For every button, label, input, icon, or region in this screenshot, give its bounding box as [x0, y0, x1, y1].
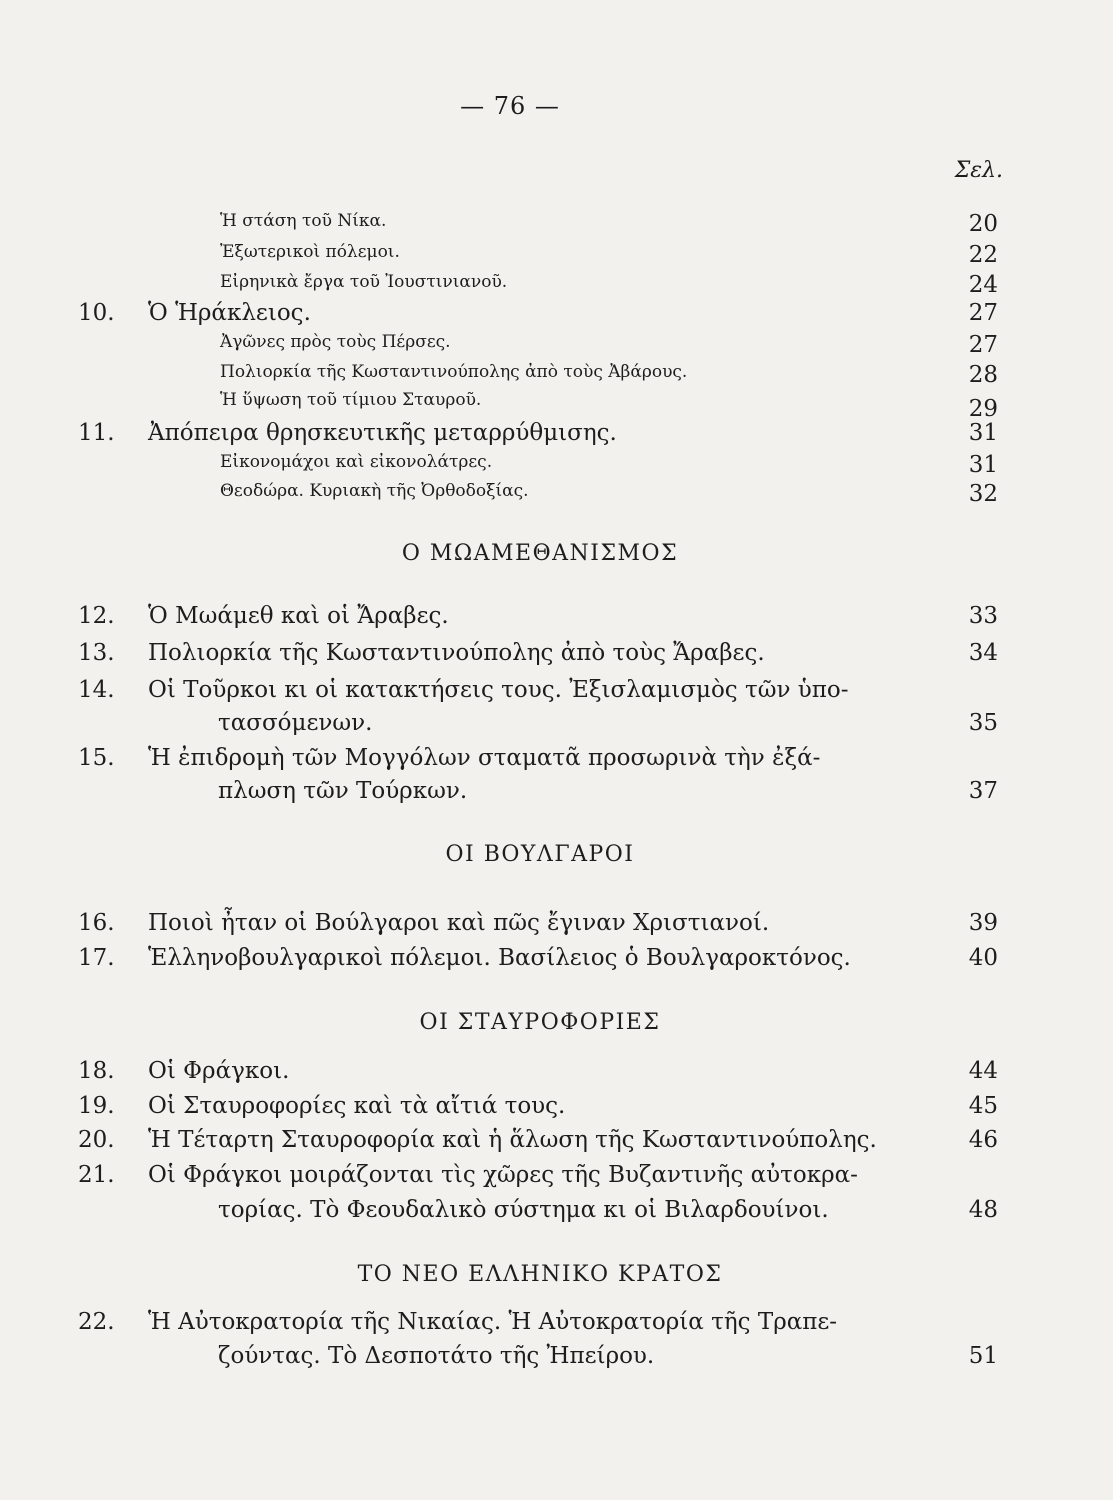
- toc-entry-number: 22.: [78, 1309, 115, 1335]
- toc-entry-number: 14.: [78, 677, 115, 703]
- section-heading: ΟΙ ΣΤΑΥΡΟΦΟΡΙΕΣ: [419, 1010, 661, 1035]
- toc-entry-page: 32: [968, 481, 998, 507]
- section-heading: ΟΙ ΒΟΥΛΓΑΡΟΙ: [445, 842, 635, 867]
- toc-entry-page: 46: [968, 1127, 998, 1153]
- toc-entry-title: Ἡ ὕψωση τοῦ τίμιου Σταυροῦ.: [220, 390, 482, 410]
- toc-entry-page: 44: [968, 1058, 998, 1084]
- toc-entry-title: Πολιορκία τῆς Κωσταντινούπολης ἀπὸ τοὺς Ἄραβες.: [148, 640, 765, 666]
- toc-entry-title: Οἱ Φράγκοι μοιράζονται τὶς χῶρες τῆς Βυζαντινῆς αὐτοκρα-: [148, 1162, 858, 1188]
- toc-entry-title: Ὁ Ἡράκλειος.: [148, 300, 311, 326]
- toc-entry-number: 13.: [78, 640, 115, 666]
- toc-entry-number: 10.: [78, 300, 115, 326]
- toc-entry-title: Εἰκονομάχοι καὶ εἰκονολάτρες.: [220, 452, 493, 472]
- toc-entry-title-continued: τασσόμενων.: [218, 710, 373, 736]
- toc-entry-page: 40: [968, 945, 998, 971]
- toc-entry-title: Ἑλληνοβουλγαρικοὶ πόλεμοι. Βασίλειος ὁ Βουλγαροκτόνος.: [148, 945, 851, 971]
- section-heading: ΤΟ ΝΕΟ ΕΛΛΗΝΙΚΟ ΚΡΑΤΟΣ: [357, 1262, 723, 1287]
- toc-entry-title-continued: πλωση τῶν Τούρκων.: [218, 778, 468, 804]
- toc-entry-page: 31: [968, 420, 998, 446]
- toc-entry-title: Οἱ Τοῦρκοι κι οἱ κατακτήσεις τους. Ἐξισλαμισμὸς τῶν ὑπο-: [148, 677, 849, 703]
- toc-entry-number: 21.: [78, 1162, 115, 1188]
- toc-entry-title: Ἀπόπειρα θρησκευτικῆς μεταρρύθμισης.: [148, 420, 617, 446]
- toc-entry-title: Οἱ Σταυροφορίες καὶ τὰ αἴτιά τους.: [148, 1093, 566, 1119]
- toc-entry-number: 19.: [78, 1093, 115, 1119]
- toc-entry-title: Οἱ Φράγκοι.: [148, 1058, 290, 1084]
- toc-entry-number: 17.: [78, 945, 115, 971]
- toc-entry-title-continued: ζούντας. Τὸ Δεσποτάτο τῆς Ἠπείρου.: [218, 1343, 655, 1369]
- toc-entry-title: Ἀγῶνες πρὸς τοὺς Πέρσες.: [220, 332, 451, 352]
- toc-entry-number: 15.: [78, 745, 115, 771]
- toc-entry-title: Ἡ στάση τοῦ Νίκα.: [220, 211, 387, 231]
- toc-entry-number: 11.: [78, 420, 115, 446]
- toc-entry-page: 20: [968, 211, 998, 237]
- page-column-header: Σελ.: [954, 158, 1003, 183]
- page-number: — 76 —: [460, 92, 560, 120]
- toc-entry-page: 37: [968, 778, 998, 804]
- toc-entry-title: Πολιορκία τῆς Κωσταντινούπολης ἀπὸ τοὺς Ἀβάρους.: [220, 362, 688, 382]
- toc-entry-title: Ἡ Αὐτοκρατορία τῆς Νικαίας. Ἡ Αὐτοκρατορία τῆς Τραπε-: [148, 1309, 838, 1335]
- toc-entry-page: 28: [968, 362, 998, 388]
- toc-entry-page: 27: [968, 300, 998, 326]
- toc-entry-page: 24: [968, 272, 998, 298]
- toc-entry-page: 31: [968, 452, 998, 478]
- toc-entry-number: 20.: [78, 1127, 115, 1153]
- toc-entry-page: 34: [968, 640, 998, 666]
- toc-entry-page: 39: [968, 910, 998, 936]
- toc-entry-number: 18.: [78, 1058, 115, 1084]
- toc-entry-title: Ἐξωτερικοὶ πόλεμοι.: [220, 242, 400, 262]
- toc-entry-page: 35: [968, 710, 998, 736]
- toc-entry-page: 33: [968, 603, 998, 629]
- toc-entry-title: Εἰρηνικὰ ἔργα τοῦ Ἰουστινιανοῦ.: [220, 272, 508, 292]
- toc-entry-page: 22: [968, 242, 998, 268]
- toc-entry-page: 51: [968, 1343, 998, 1369]
- toc-entry-title-continued: τορίας. Τὸ Φεουδαλικὸ σύστημα κι οἱ Βιλαρδουίνοι.: [218, 1197, 829, 1223]
- toc-entry-title: Ποιοὶ ἦταν οἱ Βούλγαροι καὶ πῶς ἔγιναν Χριστιανοί.: [148, 910, 770, 936]
- section-heading: Ο ΜΩΑΜΕΘΑΝΙΣΜΟΣ: [401, 541, 679, 566]
- toc-entry-page: 45: [968, 1093, 998, 1119]
- toc-entry-title: Ἡ ἐπιδρομὴ τῶν Μογγόλων σταματᾶ προσωρινὰ τὴν ἐξά-: [148, 745, 821, 771]
- toc-entry-number: 12.: [78, 603, 115, 629]
- toc-entry-page: 29: [968, 396, 998, 422]
- toc-entry-title: Ἡ Τέταρτη Σταυροφορία καὶ ἡ ἅλωση τῆς Κωσταντινούπολης.: [148, 1127, 877, 1153]
- toc-entry-page: 27: [968, 332, 998, 358]
- toc-entry-title: Ὁ Μωάμεθ καὶ οἱ Ἄραβες.: [148, 603, 449, 629]
- toc-entry-title: Θεοδώρα. Κυριακὴ τῆς Ὀρθοδοξίας.: [220, 481, 529, 501]
- toc-entry-number: 16.: [78, 910, 115, 936]
- toc-entry-page: 48: [968, 1197, 998, 1223]
